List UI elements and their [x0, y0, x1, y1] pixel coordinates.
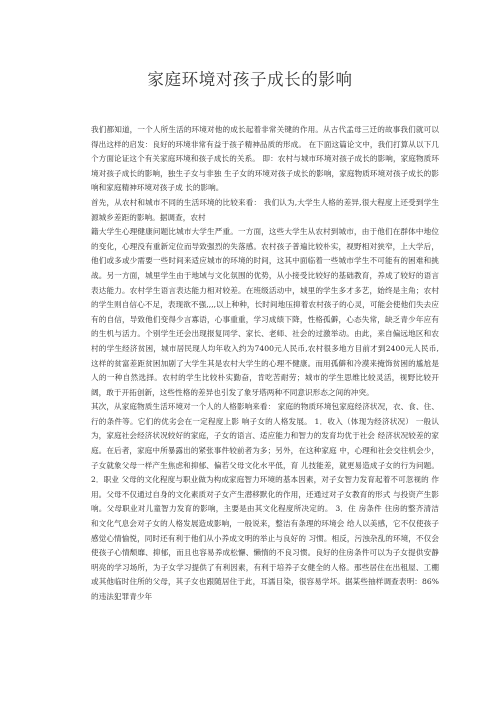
document-body: [91, 123, 439, 605]
paragraph-intro: 我们都知道，一个人所生活的环境对他的成长起着非常关键的作用。从古代孟母三迁的故事我们就可以得出这样的启发：良好的环境非常有益于孩子精神品质的形成。 在下面这篇论文中，我们打算从以下几个方面论证这个有关家庭环境和孩子成长的关系。 即：农村与城市环境对孩子成长的影响，家庭物质环境对孩子成长的影响，独生子女与非独 生子女的环境对孩子成长的影响，家庭物质环境对孩子成长的影响和家庭精神环境对孩子成 长的影响。: [91, 125, 439, 193]
paragraph-material-environment: 其次，从家庭物质生活环境对一个人的人格影响来看： 家庭的物质环境包家庭经济状况，衣、食、住、行的条件等。它们的优劣会在一定程度上影 响子女的人格发展。 1．收入（体现为经济状况） 一般认为，家庭社会经济状况较好的家庭，子女的语言、适应能力和智力的发育均优于社会 经济状况较差的家庭。在后者，家庭中所暴露出的紧张事件较前者为多；另外，在这种家庭 中，心理和社会交往机会少，子女就象父母一样产生焦虑和抑郁、偏若父母文化水平低，育 儿技能差，就更易造成子女的行为问题。 2．职业 父母的文化程度与职业做为构成家庭智力环境的基本因素，对子女智力发育起着不可忽视的 作用。父母不仅通过自身的文化素质对子女产生潜移默化的作用，还通过对子女教育的形式 与投资产生影响。父母职业对儿童智力发育的影响，主要是由其文化程度所决定的。 3．住 房条件 住房的整齐清洁和文化气息会对子女的人格发展造成影响，一般说来，整洁有条理的环境会 给人以美感，它不仅使孩子感觉心情愉悦，同时还有利于他们从小养成文明的举止与良好的 习惯。相反，污浊杂乱的环境，不仅会使孩子心情颓靡、抑郁，而且也容易养成松懈、懒惰的不良习惯。良好的住房条件可以为子女提供安静明亮的学习场所，为子女学习提供了有利因素，有利于培养子女健全的人格。那些居住在出租屋、工棚或其他临时住所的父母，其子女也跟随居住于此，耳濡目染，很容易学坏。据某些抽样调查表明：86%的违法犯罪青少年: [91, 402, 439, 601]
document-title: 家庭环境对孩子成长的影响: [147, 70, 353, 89]
paragraph-rural-urban: 首先，从农村和城市不同的生活环境的比较来看： 我们认为,大学生人格的差异,很大程度上还受到学生源城乡差距的影响。据调查，农村: [91, 197, 439, 222]
paragraph-rural-students: 籍大学生心理健康问题比城市大学生严重。一方面，这些大学生从农村到城市，由于他们在群体中地位的变化，心理没有重新定位而导致强烈的失落感。农村孩子普遍比较朴实，视野相对狭窄，上大学后，他们或多或少需要一些时间来适应城市的环境的时间，这其中面临着一些城市学生不可能有的困难和挑战。另一方面，城里学生由于地域与文化氛围的优势，从小接受比较好的基础教育，养成了较好的语言表达能力。农村学生语言表达能力相对较差。在班级活动中，城里的学生多才多艺，始终是主角；农村的学生则自信心不足，表现欲不强,,,,以上种种，长时间地压抑着农村孩子的心灵，可能会使他们失去应有的自信，导致他们变得少言寡语，心事重重，学习成绩下降，性格孤僻，心态失常，缺乏青少年应有的生机与活力。个别学生还会出现报复同学、家长、老师、社会的过激举动。由此，来自偏远地区和农村的学生经济贫困，城市居民现人均年收入约为7400元人民币,农村很多地方目前才到2400元人民币,这样的贫富差距贫困加剧了大学生其是农村大学生的心理不健康。而用孤僻和冷漠来掩饰贫困的尴尬是人的一种自然选择。农村的学生比较朴实勤奋，肯吃苦耐劳；城市的学生思维比较灵活，视野比较开阔，敢于开拓创新，这些性格的差异也引发了象牙塔两种不同意识形态之间的冲突。: [91, 227, 439, 397]
